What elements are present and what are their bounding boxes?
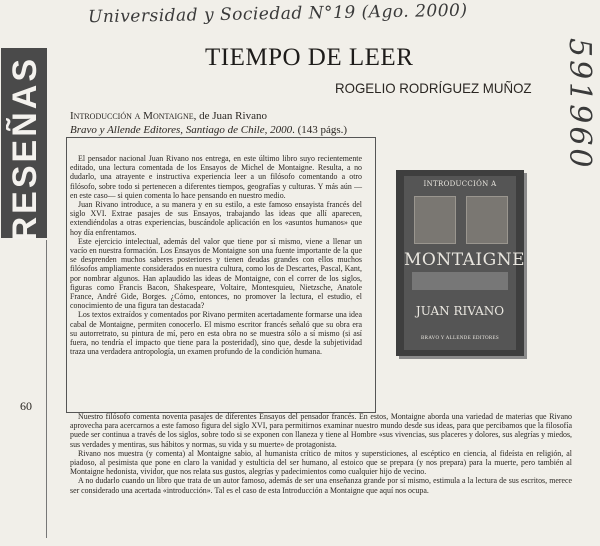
article-author: ROGELIO RODRÍGUEZ MUÑOZ	[335, 80, 532, 96]
paragraph: Rivano nos muestra (y comenta) al Montaigne sabio, al humanista crítico de mitos y supersticiones, al escéptico en ciencia, al fideísta en religión, al piadoso, al pesimista que pone en claro la vanidad y estulticia del ser humano, al estoico que se prepara (y nos prepara) para la muerte, pero también al Montaigne hedonista, vividor, que nos relata sus gustos, alegrías y padecimientos como cualquier hijo de vecino.	[70, 448, 572, 477]
book-author: , de Juan Rivano	[193, 110, 267, 122]
paragraph: A no dudarlo cuando un libro que trata de un autor famoso, además de ser una enseñanza grande por sí mismo, estimula a la lectura de sus escritos, merece ser considerado una acertada «introducción». Tal es el caso de esta Introducción a Montaigne que aquí nos ocupa.	[70, 476, 572, 495]
book-title: Introducción a Montaigne	[70, 110, 194, 122]
paragraph: Los textos extraídos y comentados por Rivano permiten acertadamente formarse una idea cabal de Montaigne, permiten conocerlo. El mismo escritor francés señaló que su obra era su autorretrato, su pintura de mí, pero en esta obra no se muestra sólo a sí mismo (si así fuera, no tendría el impacto que tiene para la posteridad), sino que, desde la subjetividad traza una verdadera antropología, un examen profundo de la condición humana.	[70, 310, 362, 357]
book-reference	[70, 109, 347, 137]
cover-intro: INTRODUCCIÓN A	[423, 180, 497, 188]
body-column-2	[70, 412, 572, 495]
book-pages: . (143 págs.)	[292, 124, 348, 136]
cover-author: JUAN RIVANO	[415, 304, 505, 318]
cover-title: MONTAIGNE	[404, 250, 525, 270]
body-column-1	[70, 154, 362, 356]
cover-band	[412, 272, 508, 290]
section-tab	[1, 48, 47, 242]
book-cover-panel	[404, 176, 525, 350]
cover-publisher: BRAVO Y ALLENDE EDITORES	[421, 336, 499, 341]
book-publisher: Bravo y Allende Editores, Santiago de Chile, 2000	[70, 124, 293, 136]
paragraph: Nuestro filósofo comenta noventa pasajes de diferentes Ensayos del pensador francés. En estos, Montaigne aborda una variedad de materias que Rivano aprovecha para acercarnos a este famoso figura del siglo XVI, para permitirnos examinar nuestro mundo desde sus ideas, para que percibamos que la filosofía puede ser continua a través de los siglos, sobre todo si se exponen con llaneza y tiene al Hombre «sus vivencias, sus placeres y dolores, sus alegrías y miedos, sus verdades y mentiras, sus hábitos y normas, su vida y su muerte» de protagonista.	[70, 412, 572, 449]
handwritten-annotation: Universidad y Sociedad N°19 (Ago. 2000)	[87, 0, 468, 28]
cover-illustration-right	[466, 196, 508, 244]
book-cover	[396, 170, 524, 356]
article-title: TIEMPO DE LEER	[205, 44, 414, 71]
section-label: RESEÑAS	[6, 56, 44, 242]
paragraph: El pensador nacional Juan Rivano nos entrega, en este último libro suyo recientemente editado, una lectura comentada de los Ensayos de Michel de Montaigne. Resulta, a no dudarlo, una atrayente e instructiva experiencia leer a un filósofo comentando a otro filósofo, sobre todo si pertenecen a diferentes tiempos, geografías y culturas. Y más aún —en este caso— si quien comenta lo hace pensando en nuestro medio.	[70, 154, 362, 200]
cover-illustration-left	[414, 196, 456, 244]
paragraph: Juan Rivano introduce, a su manera y en su estilo, a este famoso ensayista francés del siglo XVI. Extrae pasajes de sus Ensayos, trabajando las ideas que allí aparecen, extendiéndolas a otras experiencias, buscándole aplicación en los «asuntos humanos» que hoy día enfrentamos.	[70, 200, 362, 237]
side-divider	[46, 240, 47, 538]
paragraph: Este ejercicio intelectual, además del valor que tiene por sí mismo, viene a llenar un vacío en nuestra formación. Los Ensayos de Montaigne son una fuente importante de la que se desprenden muchos saberes posteriores y tienen deudas grandes con ellos muchos filósofos ampliamente considerados en nuestra cultura, como los de Descartes, Pascal, Kant, por nombrar algunos. Han aplaudido las ideas de Montaigne, con el correr de los siglos, figuras como Francis Bacon, Shakespeare, Voltaire, Montesquieu, Nietzsche, Anatole France, André Gide, Borges. ¿Cómo, entonces, no promover la lectura, el estudio, el conocimiento de una figura tan destacada?	[70, 236, 362, 311]
handwritten-number: 591960	[562, 38, 597, 171]
page-number: 60	[20, 399, 32, 413]
